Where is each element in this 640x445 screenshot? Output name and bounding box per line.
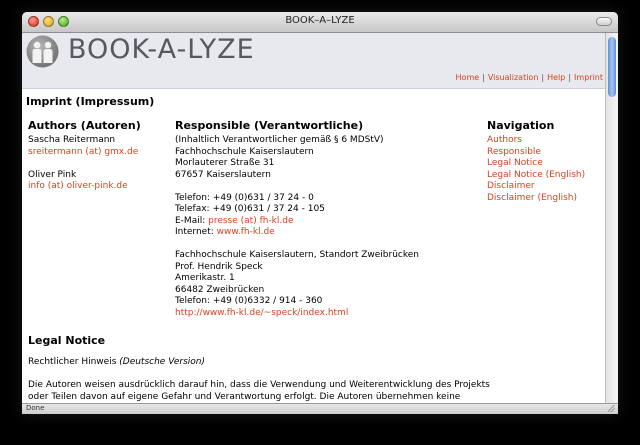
nav-separator: |	[541, 73, 545, 82]
internet-label: Internet:	[175, 227, 217, 237]
legal-notice-paragraph: Die Autoren weisen ausdrücklich darauf hin, dass die Verwendung und Weiterentwicklung des Projekts oder Teilen davon auf eigene Gefahr und Verantwortung erfolgt. Die Autoren übernehmen keine	[28, 380, 490, 402]
vertical-scrollbar[interactable]	[605, 33, 618, 403]
window-title: BOOK–A–LYZE	[285, 15, 355, 26]
nav-separator: |	[568, 73, 572, 82]
author-name: Oliver Pink	[28, 169, 77, 180]
address-line: Morlauterer Straße 31	[175, 158, 275, 168]
phone-line: Telefon: +49 (0)6332 / 914 - 360	[175, 296, 323, 306]
phone-line: Telefon: +49 (0)631 / 37 24 - 0	[175, 192, 314, 203]
site-logo-text[interactable]: BOOK-A-LYZE	[68, 34, 255, 65]
nav-link-help[interactable]: Help	[547, 73, 566, 82]
nav-link-home[interactable]: Home	[455, 73, 480, 82]
address-line: Amerikastr. 1	[175, 273, 235, 283]
nav-link-disclaimer[interactable]: Disclaimer	[487, 181, 535, 191]
scrollbar-thumb[interactable]	[608, 37, 616, 97]
top-navigation	[456, 73, 603, 82]
status-bar	[22, 403, 618, 414]
homepage-url-link[interactable]: http://www.fh-kl.de/~speck/index.html	[175, 307, 349, 318]
site-header	[22, 33, 605, 89]
nav-link-disclaimer-english[interactable]: Disclaimer (English)	[487, 192, 577, 203]
website-link[interactable]: www.fh-kl.de	[216, 227, 275, 237]
author-email-link[interactable]: info (at) oliver-pink.de	[28, 181, 128, 191]
nav-link-responsible[interactable]: Responsible	[487, 146, 541, 157]
legal-subtitle-text: Rechtlicher Hinweis	[28, 357, 120, 367]
fax-line: Telefax: +49 (0)631 / 37 24 - 105	[175, 204, 325, 214]
address-line: Prof. Hendrik Speck	[175, 261, 263, 272]
page-content	[22, 33, 605, 403]
responsible-section	[175, 120, 419, 319]
nav-link-authors[interactable]: Authors	[487, 135, 522, 145]
responsible-heading: Responsible (Verantwortliche)	[175, 119, 364, 132]
nav-link-legal-notice-english[interactable]: Legal Notice (English)	[487, 169, 586, 180]
navigation-heading: Navigation	[487, 119, 555, 132]
email-label: E-Mail:	[175, 215, 209, 226]
address-line: Fachhochschule Kaiserslautern	[175, 146, 314, 157]
internet-line	[175, 227, 419, 239]
address-line: 67657 Kaiserslautern	[175, 169, 271, 180]
address-line: Fachhochschule Kaiserslautern, Standort Zweibrücken	[175, 250, 419, 260]
legal-notice-subtitle	[28, 357, 205, 367]
nav-link-imprint[interactable]: Imprint	[574, 73, 603, 82]
author-name: Sascha Reitermann	[28, 135, 116, 145]
status-text: Done	[26, 404, 45, 412]
logo-icon[interactable]	[26, 35, 59, 68]
authors-heading: Authors (Autoren)	[28, 119, 141, 132]
author-email-link[interactable]: sreitermann (at) gmx.de	[28, 146, 139, 157]
legal-notice-heading: Legal Notice	[28, 334, 106, 347]
nav-separator: |	[482, 73, 485, 82]
authors-section	[28, 120, 141, 193]
address-line: 66482 Zweibrücken	[175, 284, 265, 295]
toolbar-toggle-button[interactable]	[596, 17, 612, 26]
nav-link-legal-notice[interactable]: Legal Notice	[487, 158, 543, 168]
resize-grip-icon[interactable]	[608, 405, 615, 412]
nav-link-visualization[interactable]: Visualization	[487, 73, 539, 82]
navigation-section	[487, 120, 585, 204]
press-email-link[interactable]: presse (at) fh-kl.de	[208, 215, 294, 226]
page-title: Imprint (Impressum)	[26, 95, 155, 108]
title-bar[interactable]	[22, 12, 618, 33]
browser-window	[22, 12, 618, 414]
address-line: (Inhaltlich Verantwortlicher gemäß § 6 MDStV)	[175, 135, 384, 145]
legal-subtitle-version: (Deutsche Version)	[119, 357, 205, 367]
email-line	[175, 216, 419, 228]
